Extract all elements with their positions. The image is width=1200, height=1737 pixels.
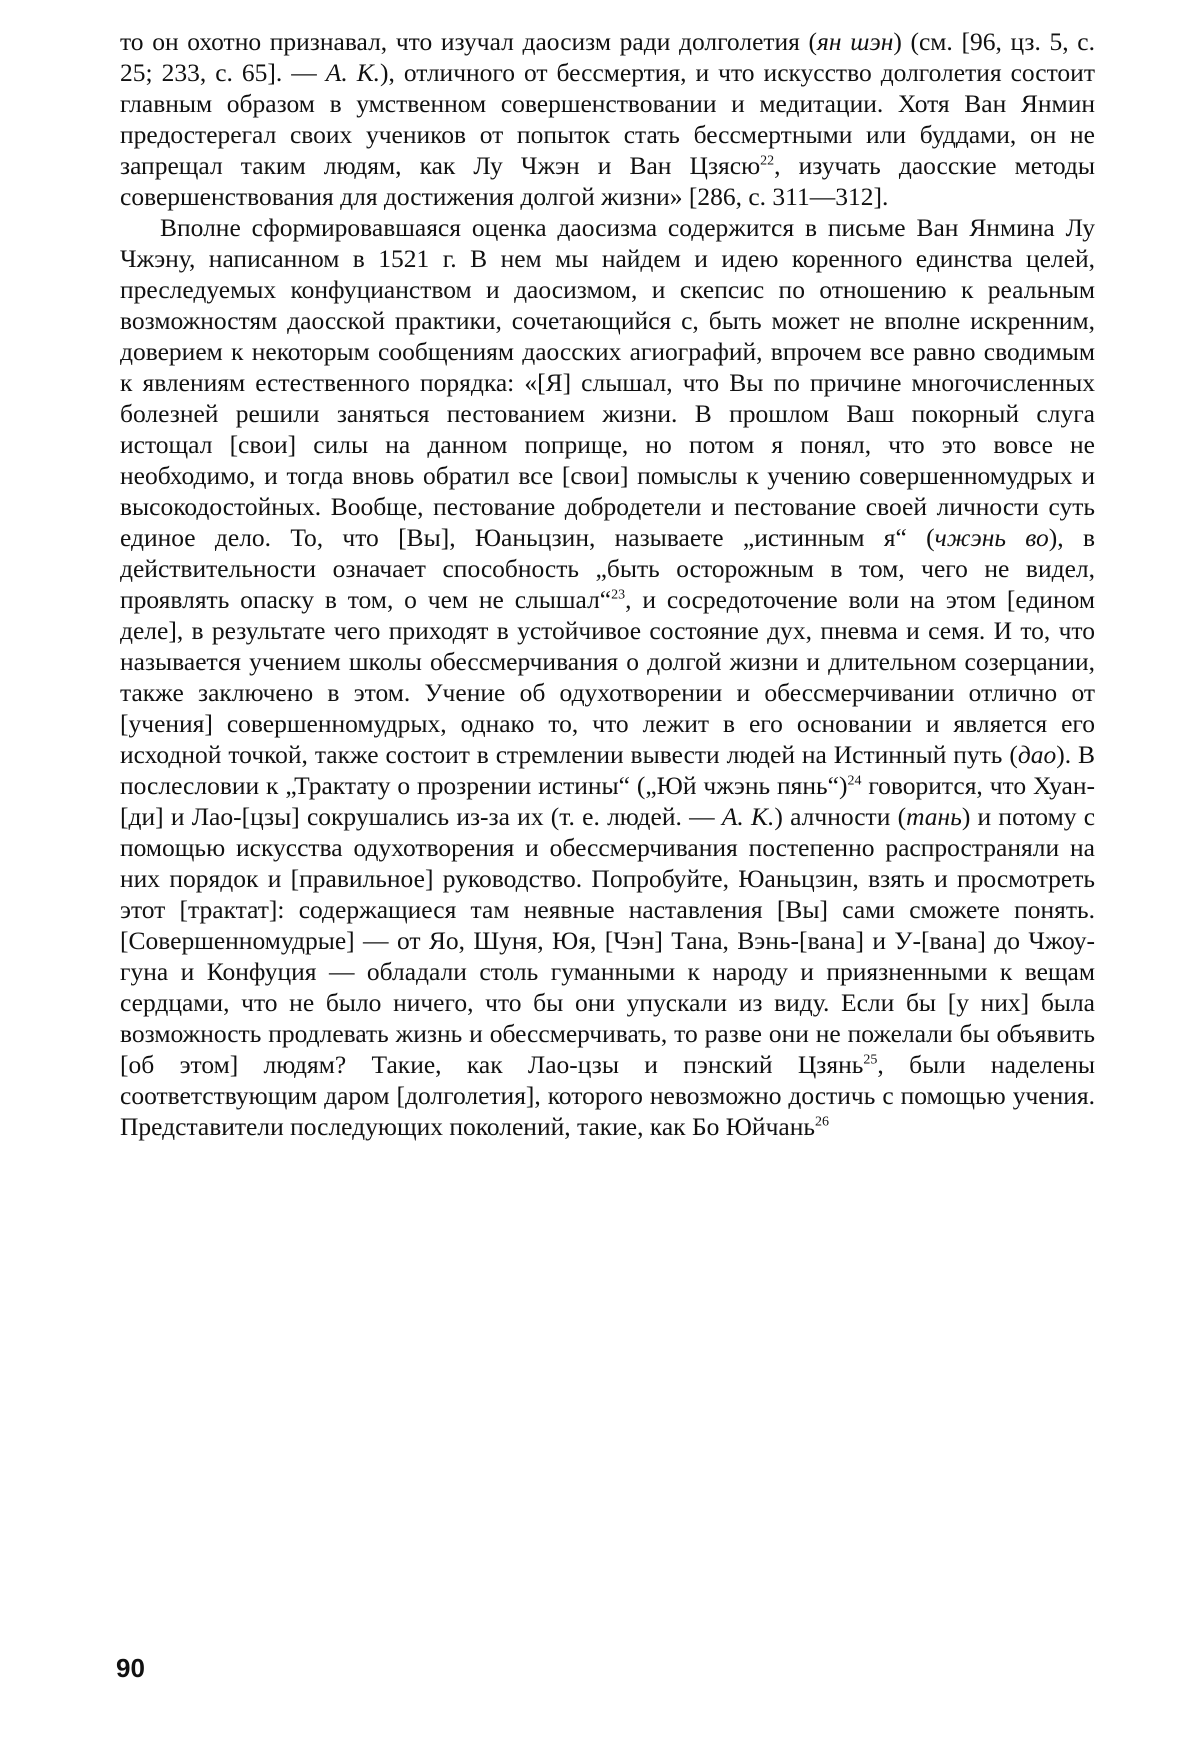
italic-term: ян шэн (817, 27, 894, 56)
footnote-ref: 22 (760, 153, 775, 169)
italic-term: А. К. (325, 58, 381, 87)
text-run: говорится, что Хуан-[ди] и Лао-[цзы] сокрушались из-за их (т. е. людей. — (120, 771, 1096, 831)
text-run: то он охотно признавал, что изучал даосизм ради долголетия ( (120, 27, 818, 56)
page-number: 90 (116, 1653, 145, 1683)
italic-term: дао (1017, 740, 1057, 769)
footnote-ref: 23 (611, 587, 626, 603)
text-run: , были наделены соответствующим даром [долголетия], которого невозможно достичь с помощью учения. Представители последующих поколений, такие, как Бо Юйчань (120, 1050, 1096, 1141)
text-run: , и сосредоточение воли на этом [едином деле], в результате чего приходят в устойчивое состояние дух, пневма и семя. И то, что называется учением школы обессмерчивания о долгой жизни и длительном созерцании, также заключено в этом. Учение об одухотворении и обессмерчивании отлично от [учения] совершенномудрых, однако то, что лежит в его основании и является его исходной точкой, также состоит в стремлении вывести людей на Истинный путь ( (120, 585, 1095, 769)
text-run: ), в действительности означает способность „быть осторожным в том, чего не видел, проявлять опаску в том, о чем не слышал“ (120, 523, 1095, 614)
text-run: Вполне сформировавшаяся оценка даосизма содержится в письме Ван Янмина Лу Чжэну, написанном в 1521 г. В нем мы найдем и идею коренного единства целей, преследуемых конфуцианством и даосизмом, и скепсис по отношению к реальным возможностям даосской практики, сочетающийся с, быть может не вполне искренним, доверием к некоторым сообщениям даосских агиографий, впрочем все равно сводимым к явлениям естественного порядка: «[Я] слышал, что Вы по причине многочисленных болезней решили заняться пестованием жизни. В прошлом Ваш покорный слуга истощал [свои] силы на данном поприще, но потом я понял, что это вовсе не необходимо, и тогда вновь обратил все [свои] помыслы к учению совершенномудрых и высокодостойных. Вообще, пестование добродетели и пестование своей личности суть единое дело. То, что [Вы], Юаньцзин, называете „истинным я“ ( (120, 213, 1095, 552)
text-run: ) и потому с помощью искусства одухотворения и обессмерчивания постепенно распространяли на них порядок и [правильное] руководство. Попробуйте, Юаньцзин, взять и просмотреть этот [трактат]: содержащиеся там неявные наставления [Вы] сами сможете понять. [Совершенномудрые] — от Яо, Шуня, Юя, [Чэн] Тана, Вэнь-[вана] и У-[вана] до Чжоу-гуна и Конфуция — обладали столь гуманными к народу и приязненными к вещам сердцами, что не было ничего, что бы они упускали из виду. Если бы [у них] была возможность продлевать жизнь и обессмерчивать, то разве они не пожелали бы объявить [об этом] людям? Такие, как Лао-цзы и пэнский Цзянь (120, 802, 1096, 1079)
italic-term: чжэнь во (934, 523, 1049, 552)
text-run: ). В послесловии к „Трактату о прозрении истины“ („Юй чжэнь пянь“) (120, 740, 1095, 800)
paragraph (120, 26, 1095, 212)
footnote-ref: 26 (815, 1114, 829, 1130)
footnote-ref: 25 (863, 1052, 878, 1068)
footnote-ref: 24 (847, 773, 862, 789)
text-run: , изучать даосские методы совершенствования для достижения долгой жизни» [286, с. 311—312]. (120, 151, 1096, 211)
text-run: ) алчности ( (774, 802, 907, 831)
text-run: ) (см. [96, цз. 5, с. 25; 233, с. 65]. — (120, 27, 1095, 87)
page-body (120, 26, 1095, 1142)
italic-term: тань (906, 802, 962, 831)
paragraph (120, 212, 1095, 1142)
italic-term: А. К. (721, 802, 775, 831)
text-run: ), отличного от бессмертия, и что искусство долголетия состоит главным образом в умственном совершенствовании и медитации. Хотя Ван Янмин предостерегал своих учеников от попыток стать бессмертными или буддами, он не запрещал таким людям, как Лу Чжэн и Ван Цзясю (120, 58, 1095, 180)
